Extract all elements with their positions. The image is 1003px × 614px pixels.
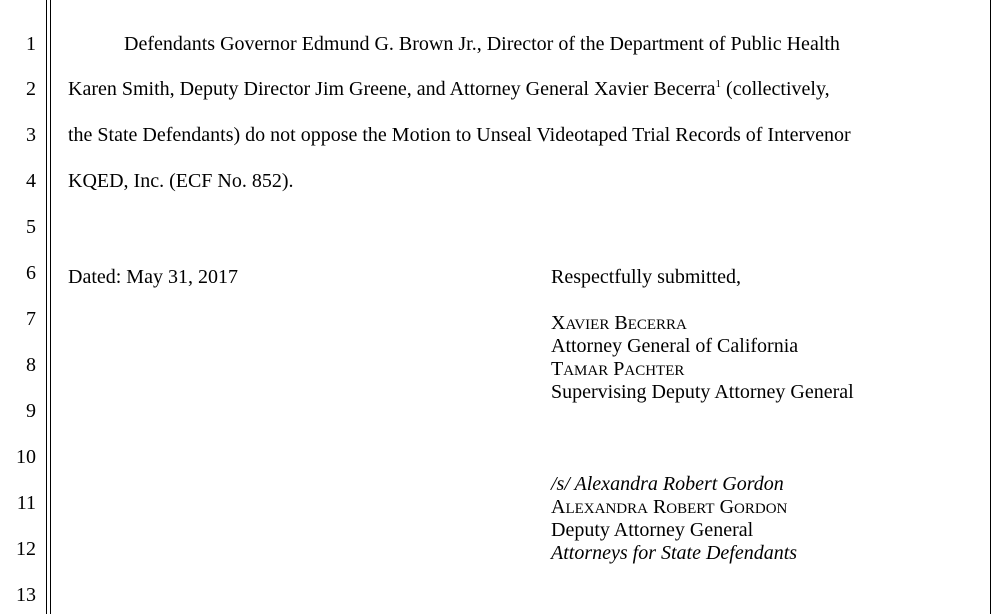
line-number-5: 5	[26, 216, 36, 238]
line-number-9: 9	[26, 400, 36, 422]
line-number-2: 2	[26, 78, 36, 100]
attorney-title-ag: Attorney General of California	[551, 335, 799, 357]
line-number-7: 7	[26, 308, 36, 330]
left-margin-rule-inner	[50, 0, 51, 614]
line-number-4: 4	[26, 170, 36, 192]
body-line-3: the State Defendants) do not oppose the Motion to Unseal Videotaped Trial Records of Intervenor	[68, 124, 851, 146]
body-line-2-text: Karen Smith, Deputy Director Jim Greene, and Attorney General Xavier Becerra	[68, 78, 716, 100]
right-margin-rule	[990, 0, 991, 614]
attorney-title-supervising: Supervising Deputy Attorney General	[551, 381, 854, 403]
footnote-marker: 1	[715, 78, 722, 90]
closing-respectfully-submitted: Respectfully submitted,	[551, 266, 741, 288]
attorneys-for-line: Attorneys for State Defendants	[551, 542, 798, 564]
left-margin-rule-outer	[46, 0, 47, 614]
line-number-8: 8	[26, 354, 36, 376]
line-number-12: 12	[16, 538, 36, 560]
attorney-name-gordon: ALEXANDRA ROBERT GORDON	[551, 496, 788, 518]
body-line-4: KQED, Inc. (ECF No. 852).	[68, 170, 294, 192]
attorney-title-deputy: Deputy Attorney General	[551, 519, 754, 541]
attorney-name-pachter: TAMAR PACHTER	[551, 358, 685, 380]
line-number-3: 3	[26, 124, 36, 146]
body-line-2-tail: (collectively,	[721, 78, 830, 100]
line-number-10: 10	[16, 446, 36, 468]
line-number-6: 6	[26, 262, 36, 284]
electronic-signature: /s/ Alexandra Robert Gordon	[551, 473, 784, 495]
line-number-13: 13	[16, 584, 36, 606]
line-number-11: 11	[16, 492, 36, 514]
attorney-name-becerra: XAVIER BECERRA	[551, 312, 687, 334]
body-line-2	[68, 77, 830, 101]
line-number-1: 1	[26, 33, 36, 55]
body-line-1: Defendants Governor Edmund G. Brown Jr., Director of the Department of Public Health	[124, 33, 840, 55]
dated-line: Dated: May 31, 2017	[68, 266, 238, 288]
